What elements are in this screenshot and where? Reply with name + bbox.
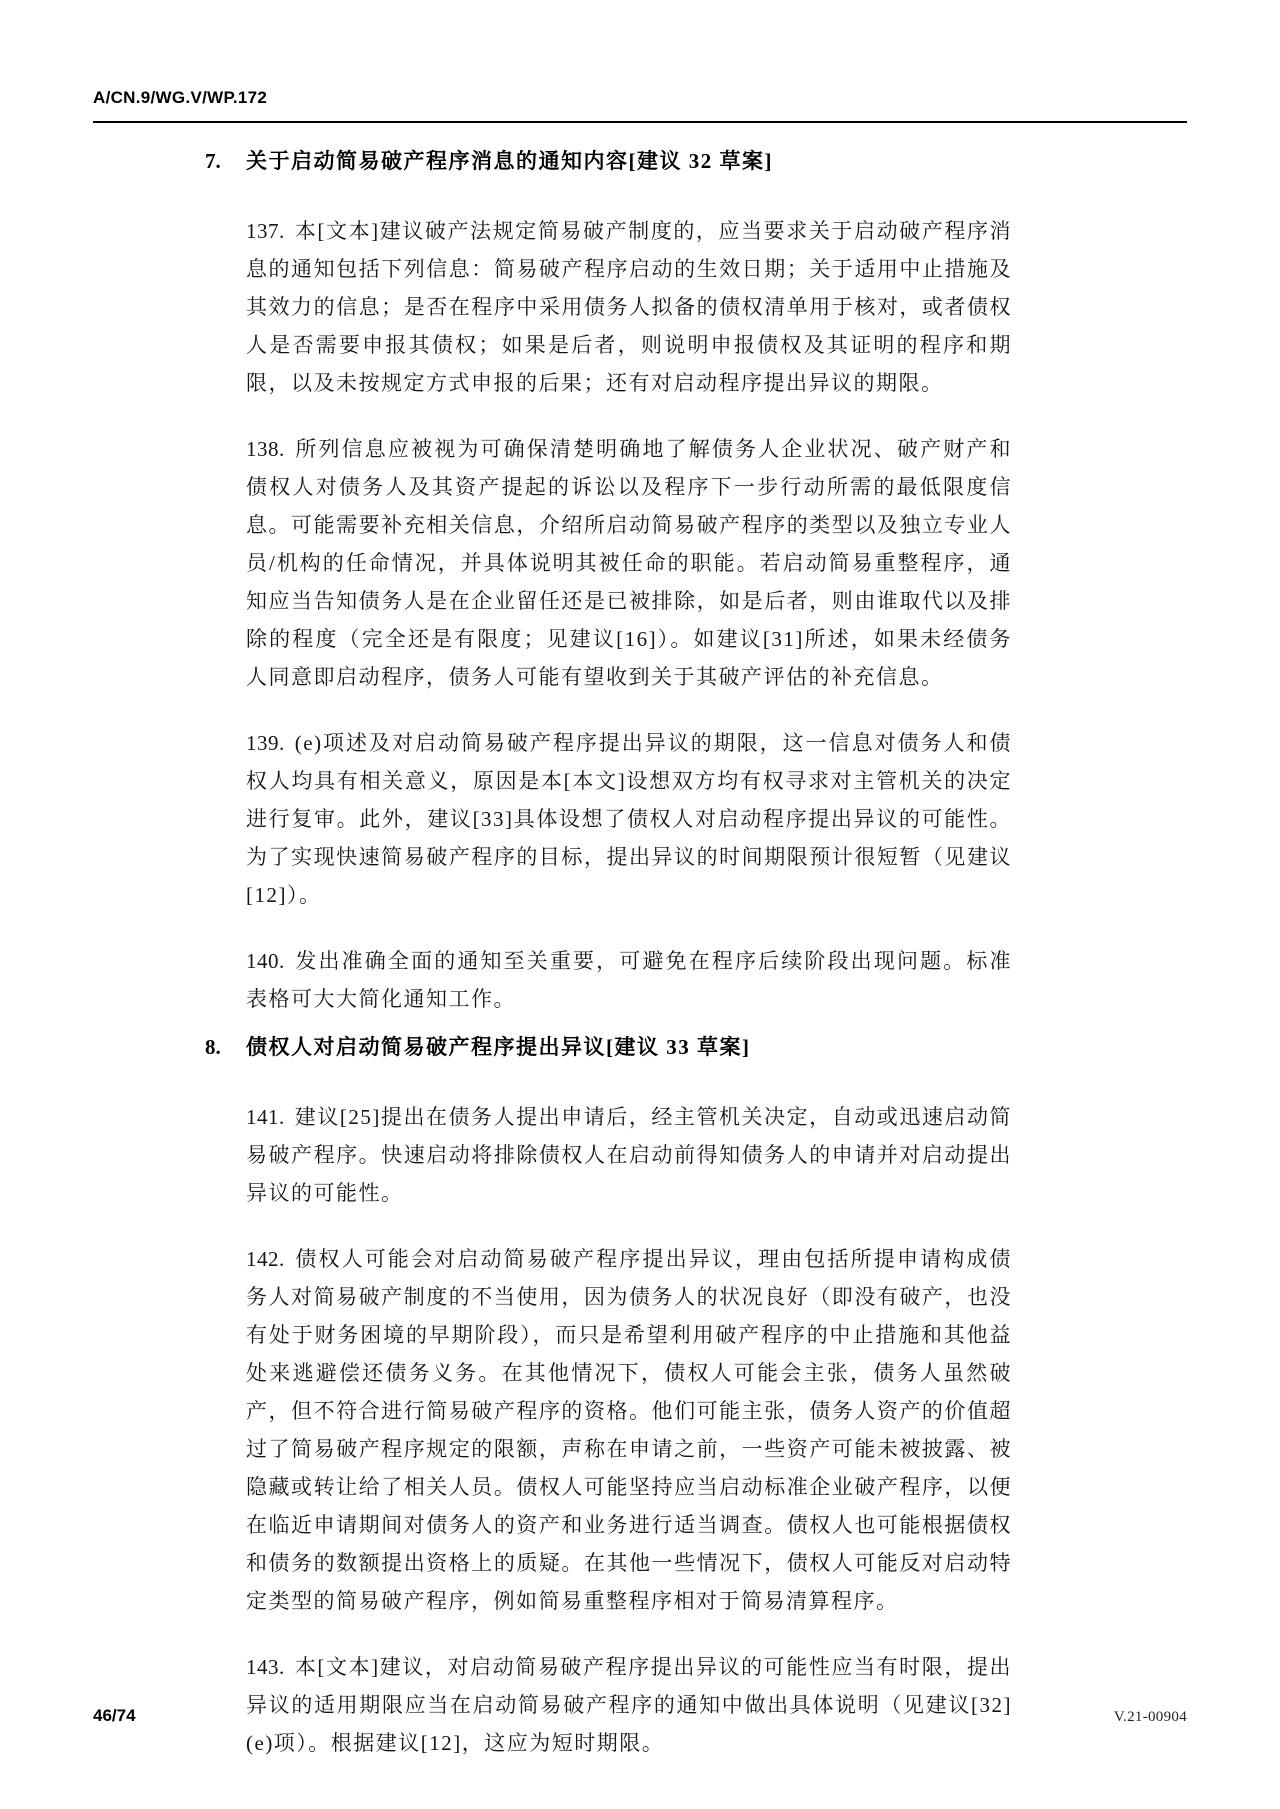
paragraph-142-number: 142. <box>246 1247 285 1271</box>
paragraph-141-number: 141. <box>246 1105 285 1129</box>
paragraph-143-text: 本[文本]建议，对启动简易破产程序提出异议的可能性应当有时限，提出异议的适用期限应当在启动简易破产程序的通知中做出具体说明（见建议[32](e)项）。根据建议[12]，这应为短时期限。 <box>246 1655 1012 1755</box>
page-header <box>93 88 267 108</box>
header-divider <box>93 121 1187 123</box>
paragraph-139-text: (e)项述及对启动简易破产程序提出异议的期限，这一信息对债务人和债权人均具有相关意义，原因是本[本文]设想双方均有权寻求对主管机关的决定进行复审。此外，建议[33]具体设想了债权人对启动程序提出异议的可能性。为了实现快速简易破产程序的目标，提出异议的时间期限预计很短暂（见建议[12]）。 <box>246 731 1012 907</box>
paragraph-142 <box>246 1240 1012 1620</box>
paragraph-141-text: 建议[25]提出在债务人提出申请后，经主管机关决定，自动或迅速启动简易破产程序。快速启动将排除债权人在启动前得知债务人的申请并对启动提出异议的可能性。 <box>246 1105 1012 1205</box>
paragraph-138-number: 138. <box>246 437 285 461</box>
section-7 <box>205 146 1012 1018</box>
paragraph-143 <box>246 1648 1012 1762</box>
paragraph-143-number: 143. <box>246 1655 285 1679</box>
paragraph-140-number: 140. <box>246 949 285 973</box>
section-7-title: 关于启动简易破产程序消息的通知内容[建议 32 草案] <box>246 149 773 173</box>
paragraph-140-text: 发出准确全面的通知至关重要，可避免在程序后续阶段出现问题。标准表格可大大简化通知工作。 <box>246 949 1012 1011</box>
section-8-title: 债权人对启动简易破产程序提出异议[建议 33 草案] <box>246 1035 751 1059</box>
paragraph-137-number: 137. <box>246 219 285 243</box>
paragraph-138-text: 所列信息应被视为可确保清楚明确地了解债务人企业状况、破产财产和债权人对债务人及其资产提起的诉讼以及程序下一步行动所需的最低限度信息。可能需要补充相关信息，介绍所启动简易破产程序的类型以及独立专业人员/机构的任命情况，并具体说明其被任命的职能。若启动简易重整程序，通知应当告知债务人是在企业留任还是已被排除，如是后者，则由谁取代以及排除的程度（完全还是有限度；见建议[16]）。如建议[31]所述，如果未经债务人同意即启动程序，债务人可能有望收到关于其破产评估的补充信息。 <box>246 437 1012 689</box>
paragraph-137 <box>246 212 1012 402</box>
section-8 <box>205 1032 1012 1762</box>
paragraph-137-text: 本[文本]建议破产法规定简易破产制度的，应当要求关于启动破产程序消息的通知包括下列信息：简易破产程序启动的生效日期；关于适用中止措施及其效力的信息；是否在程序中采用债务人拟备的债权清单用于核对，或者债权人是否需要申报其债权；如果是后者，则说明申报债权及其证明的程序和期限，以及未按规定方式申报的后果；还有对启动程序提出异议的期限。 <box>246 219 1012 395</box>
section-7-number: 7. <box>205 149 221 173</box>
page-number: 46/74 <box>93 1706 136 1725</box>
section-8-heading <box>205 1032 1012 1062</box>
document-number: V.21-00904 <box>1113 1709 1187 1725</box>
page-footer <box>93 1706 1187 1726</box>
paragraph-139-number: 139. <box>246 731 285 755</box>
document-body <box>205 146 1012 1762</box>
paragraph-142-text: 债权人可能会对启动简易破产程序提出异议，理由包括所提申请构成债务人对简易破产制度的不当使用，因为债务人的状况良好（即没有破产，也没有处于财务困境的早期阶段），而只是希望利用破产程序的中止措施和其他益处来逃避偿还债务义务。在其他情况下，债权人可能会主张，债务人虽然破产，但不符合进行简易破产程序的资格。他们可能主张，债务人资产的价值超过了简易破产程序规定的限额，声称在申请之前，一些资产可能未被披露、被隐藏或转让给了相关人员。债权人可能坚持应当启动标准企业破产程序，以便在临近申请期间对债务人的资产和业务进行适当调查。债权人也可能根据债权和债务的数额提出资格上的质疑。在其他一些情况下，债权人可能反对启动特定类型的简易破产程序，例如简易重整程序相对于简易清算程序。 <box>246 1247 1012 1613</box>
document-symbol: A/CN.9/WG.V/WP.172 <box>93 88 268 107</box>
paragraph-139 <box>246 724 1012 914</box>
paragraph-141 <box>246 1098 1012 1212</box>
section-7-heading <box>205 146 1012 176</box>
paragraph-140 <box>246 942 1012 1018</box>
paragraph-138 <box>246 430 1012 696</box>
section-8-number: 8. <box>205 1035 221 1059</box>
